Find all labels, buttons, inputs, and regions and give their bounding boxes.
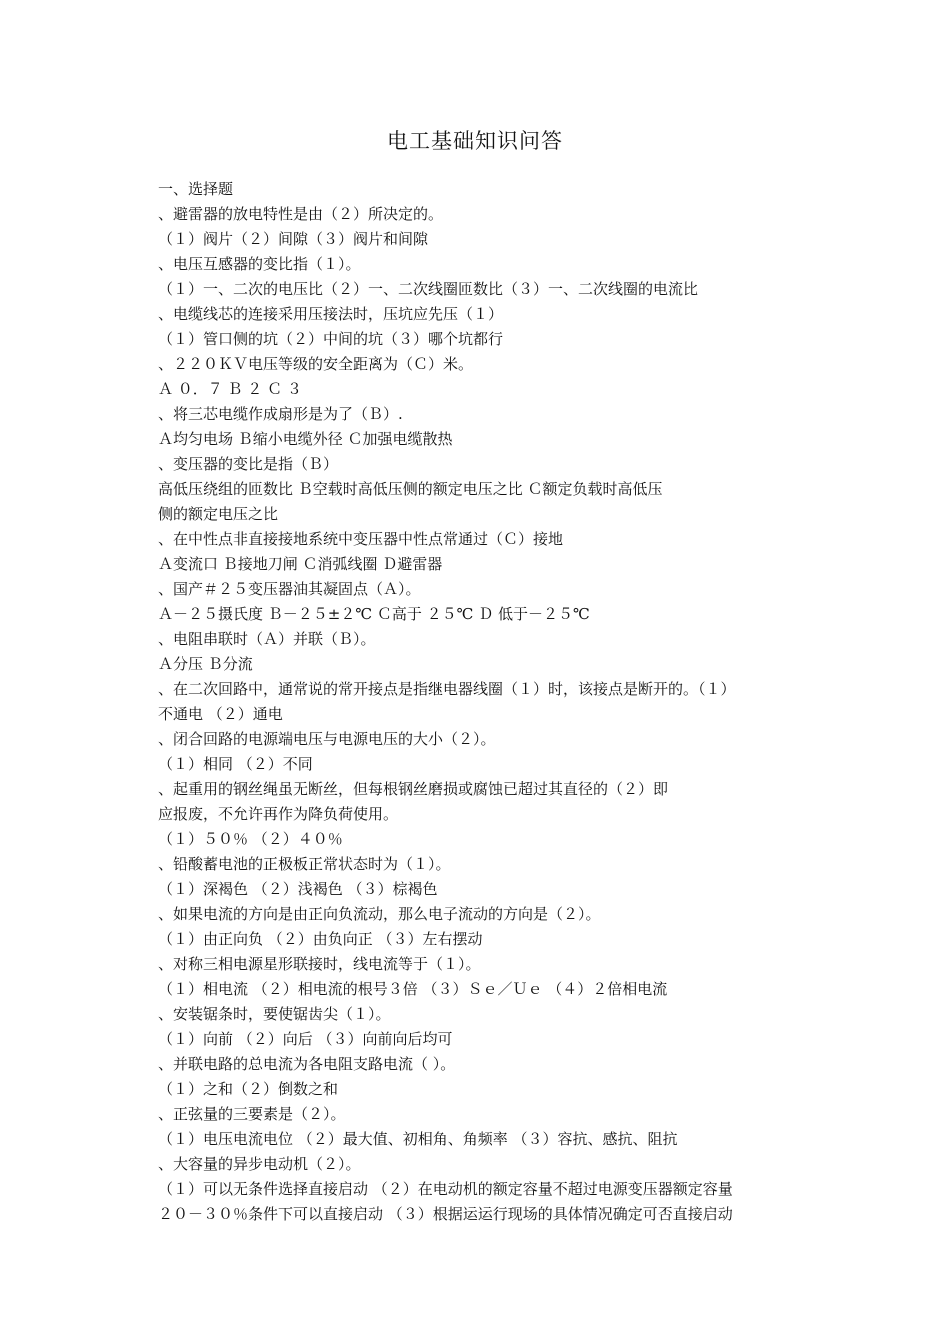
text-line: 、变压器的变比是指（Ｂ）	[158, 455, 339, 473]
text-line: （１）管口侧的坑（２）中间的坑（３）哪个坑都行	[158, 330, 504, 348]
text-line: （１）一、二次的电压比（２）一、二次线圈匝数比（３）一、二次线圈的电流比	[158, 280, 699, 298]
text-line: Ａ分压 Ｂ分流	[158, 655, 253, 673]
text-line: Ａ－２５摄氏度 Ｂ－２５±２℃ Ｃ高于 ２５℃ Ｄ 低于－２５℃	[158, 605, 590, 623]
text-line: 、并联电路的总电流为各电阻支路电流（ ）。	[158, 1055, 456, 1073]
text-line: 、如果电流的方向是由正向负流动，那么电子流动的方向是（２）。	[158, 905, 601, 923]
text-line: （１）阀片（２）间隙（３）阀片和间隙	[158, 230, 429, 248]
text-line: 、将三芯电缆作成扇形是为了（Ｂ）.	[158, 405, 403, 423]
text-line: 、大容量的异步电动机（２）。	[158, 1155, 361, 1173]
text-line: 、电压互感器的变比指（１）。	[158, 255, 361, 273]
text-line: 应报废，不允许再作为降负荷使用。	[158, 805, 399, 823]
text-line: （１）相电流 （２）相电流的根号３倍 （３）Ｓｅ／Ｕｅ （４）２倍相电流	[158, 980, 668, 998]
text-line: （１）向前 （２）向后 （３）向前向后均可	[158, 1030, 453, 1048]
text-line: Ａ均匀电场 Ｂ缩小电缆外径 Ｃ加强电缆散热	[158, 430, 453, 448]
text-line: 侧的额定电压之比	[158, 505, 279, 523]
text-line: （１）可以无条件选择直接启动 （２）在电动机的额定容量不超过电源变压器额定容量	[158, 1180, 733, 1198]
text-line: 、铅酸蓄电池的正极板正常状态时为（１）。	[158, 855, 451, 873]
text-line: 高低压绕组的匝数比 Ｂ空载时高低压侧的额定电压之比 Ｃ额定负载时高低压	[158, 480, 663, 498]
text-line: （１）相同 （２）不同	[158, 755, 313, 773]
text-line: 、起重用的钢丝绳虽无断丝，但每根钢丝磨损或腐蚀已超过其直径的（２）即	[158, 780, 669, 798]
text-line: Ａ变流口 Ｂ接地刀闸 Ｃ消弧线圈 Ｄ避雷器	[158, 555, 443, 573]
text-line: （１）电压电流电位 （２）最大值、初相角、角频率 （３）容抗、感抗、阻抗	[158, 1130, 678, 1148]
text-line: 、在二次回路中，通常说的常开接点是指继电器线圈（１）时，该接点是断开的。（１）	[158, 680, 736, 698]
text-line: 、国产＃２５变压器油其凝固点（Ａ）。	[158, 580, 421, 598]
text-line: 、在中性点非直接接地系统中变压器中性点常通过（Ｃ）接地	[158, 530, 564, 548]
text-line: （１）深褐色 （２）浅褐色 （３）棕褐色	[158, 880, 438, 898]
document-body	[158, 177, 818, 1227]
text-line: 、安装锯条时，要使锯齿尖（１）。	[158, 1005, 391, 1023]
text-line: ２０－３０％条件下可以直接启动 （３）根据运运行现场的具体情况确定可否直接启动	[158, 1205, 733, 1223]
text-line: 、２２０ＫＶ电压等级的安全距离为（Ｃ）米。	[158, 355, 474, 373]
text-line: （１）由正向负 （２）由负向正 （３）左右摆动	[158, 930, 483, 948]
text-line: 、闭合回路的电源端电压与电源电压的大小（２）。	[158, 730, 496, 748]
text-line: （１）之和（２）倒数之和	[158, 1080, 339, 1098]
text-line: 、对称三相电源星形联接时，线电流等于（１）。	[158, 955, 481, 973]
text-line: 不通电 （２）通电	[158, 705, 283, 723]
text-line: 一、选择题	[158, 180, 234, 198]
text-line: 、正弦量的三要素是（２）。	[158, 1105, 346, 1123]
text-line: Ａ ０．７ Ｂ ２ Ｃ ３	[158, 380, 302, 398]
text-line: 、避雷器的放电特性是由（２）所决定的。	[158, 205, 444, 223]
text-line: 、电阻串联时（Ａ）并联（Ｂ）。	[158, 630, 376, 648]
text-line: （１）５０％ （２）４０％	[158, 830, 343, 848]
document-title: 电工基础知识问答	[387, 129, 563, 153]
text-line: 、电缆线芯的连接采用压接法时，压坑应先压（１）	[158, 305, 504, 323]
